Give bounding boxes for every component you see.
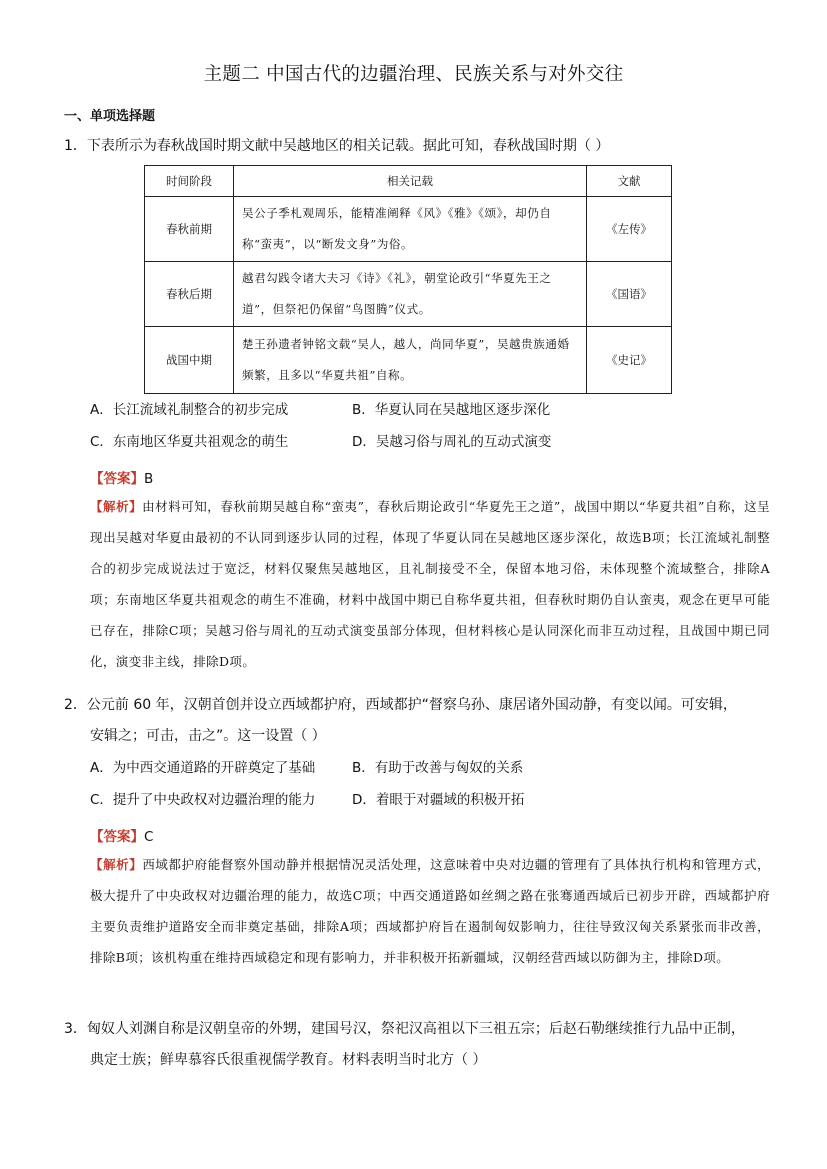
- table-cell-stage: 战国中期: [145, 327, 234, 394]
- table-cell-record: 越君勾践令诸大夫习《诗》《礼》，朝堂论政引“华夏先王之道”，但祭祀仍保留“鸟图腾”仪式。: [234, 262, 587, 327]
- records-table: [144, 165, 672, 394]
- answer-value: B: [144, 471, 154, 487]
- option-b[interactable]: B．有助于改善与匈奴的关系: [352, 760, 524, 776]
- question-3-stem-line2: 典定士族；鲜卑慕容氏很重视儒学教育。材料表明当时北方（ ）: [90, 1052, 487, 1068]
- table-header: 时间阶段: [145, 166, 234, 197]
- analysis-tag: 【解析】: [90, 499, 143, 514]
- question-1-options: [90, 394, 551, 458]
- question-1-answer: [90, 467, 153, 487]
- answer-tag: 【答案】: [90, 829, 144, 845]
- question-3-stem-line1: 3．匈奴人刘渊自称是汉朝皇帝的外甥，建国号汉，祭祀汉高祖以下三祖五宗；后赵石勒继续推行九品中正制，: [64, 1021, 745, 1037]
- table-cell-record: 楚王孙遗者钟铭文载“吴人，越人，尚同华夏”，吴越贵族通婚频繁，且多以“华夏共祖”自称。: [234, 327, 587, 394]
- question-1-analysis: [90, 491, 770, 677]
- table-cell-record: 吴公子季札观周乐，能精准阐释《风》《雅》《颂》，却仍自称“蛮夷”，以“断发文身”为俗。: [234, 197, 587, 262]
- page-title: 主题二 中国古代的边疆治理、民族关系与对外交往: [203, 64, 624, 85]
- table-cell-source: 《左传》: [587, 197, 672, 262]
- question-2-answer: [90, 825, 153, 845]
- table-cell-source: 《国语》: [587, 262, 672, 327]
- option-a[interactable]: A．长江流域礼制整合的初步完成: [90, 402, 289, 418]
- table-cell-source: 《史记》: [587, 327, 672, 394]
- option-b[interactable]: B．华夏认同在吴越地区逐步深化: [352, 402, 551, 418]
- table-header: 文献: [587, 166, 672, 197]
- option-c[interactable]: C．东南地区华夏共祖观念的萌生: [90, 434, 289, 450]
- question-1-stem: 1．下表所示为春秋战国时期文献中吴越地区的相关记载。据此可知，春秋战国时期（ ）: [64, 138, 610, 154]
- section-heading: 一、单项选择题: [64, 109, 156, 124]
- question-2-analysis: [90, 849, 770, 973]
- analysis-tag: 【解析】: [90, 857, 143, 872]
- table-row: [145, 327, 672, 394]
- table-row: [145, 197, 672, 262]
- table-row: [145, 262, 672, 327]
- question-2-stem-line1: 2．公元前 60 年，汉朝首创并设立西域都护府，西域都护“督察乌孙、康居诸外国动静，有变以闻。可安辑，: [64, 697, 737, 713]
- analysis-text: 由材料可知，春秋前期吴越自称“蛮夷”，春秋后期论政引“华夏先王之道”，战国中期以“华夏共祖”自称，这呈现出吴越对华夏由最初的不认同到逐步认同的过程，体现了华夏认同在吴越地区逐步深化，故选B项；长江流域礼制整合的初步完成说法过于宽泛，材料仅聚焦吴越地区，且礼制接受不全，保留本地习俗，未体现整个流域整合，排除A项；东南地区华夏共祖观念的萌生不准确，材料中战国中期已自称华夏共祖，但春秋时期仍自认蛮夷，观念在更早可能已存在，排除C项；吴越习俗与周礼的互动式演变虽部分体现，但材料核心是认同深化而非互动过程，且战国中期已同化，演变非主线，排除D项。: [90, 499, 770, 669]
- option-d[interactable]: D．吴越习俗与周礼的互动式演变: [352, 434, 552, 450]
- question-2-options: [90, 752, 524, 816]
- answer-tag: 【答案】: [90, 471, 144, 487]
- option-c[interactable]: C．提升了中央政权对边疆治理的能力: [90, 792, 316, 808]
- table-header: 相关记载: [234, 166, 587, 197]
- question-2-stem: [64, 690, 784, 752]
- table-cell-stage: 春秋后期: [145, 262, 234, 327]
- option-a[interactable]: A．为中西交通道路的开辟奠定了基础: [90, 760, 316, 776]
- answer-value: C: [144, 829, 154, 845]
- table-cell-stage: 春秋前期: [145, 197, 234, 262]
- table-header-row: [145, 166, 672, 197]
- question-2-stem-line2: 安辑之；可击，击之”。这一设置（ ）: [90, 728, 326, 744]
- question-3-stem: [64, 1014, 784, 1076]
- analysis-text: 西域都护府能督察外国动静并根据情况灵活处理，这意味着中央对边疆的管理有了具体执行机构和管理方式，极大提升了中央政权对边疆治理的能力，故选C项；中西交通道路如丝绸之路在张骞通西域后已初步开辟，西域都护府主要负责维护道路安全而非奠定基础，排除A项；西域都护府旨在遏制匈奴影响力，往往导致汉匈关系紧张而非改善，排除B项；该机构重在维持西域稳定和现有影响力，并非积极开拓新疆域，汉朝经营西域以防御为主，排除D项。: [90, 857, 770, 965]
- option-d[interactable]: D．着眼于对疆域的积极开拓: [352, 792, 525, 808]
